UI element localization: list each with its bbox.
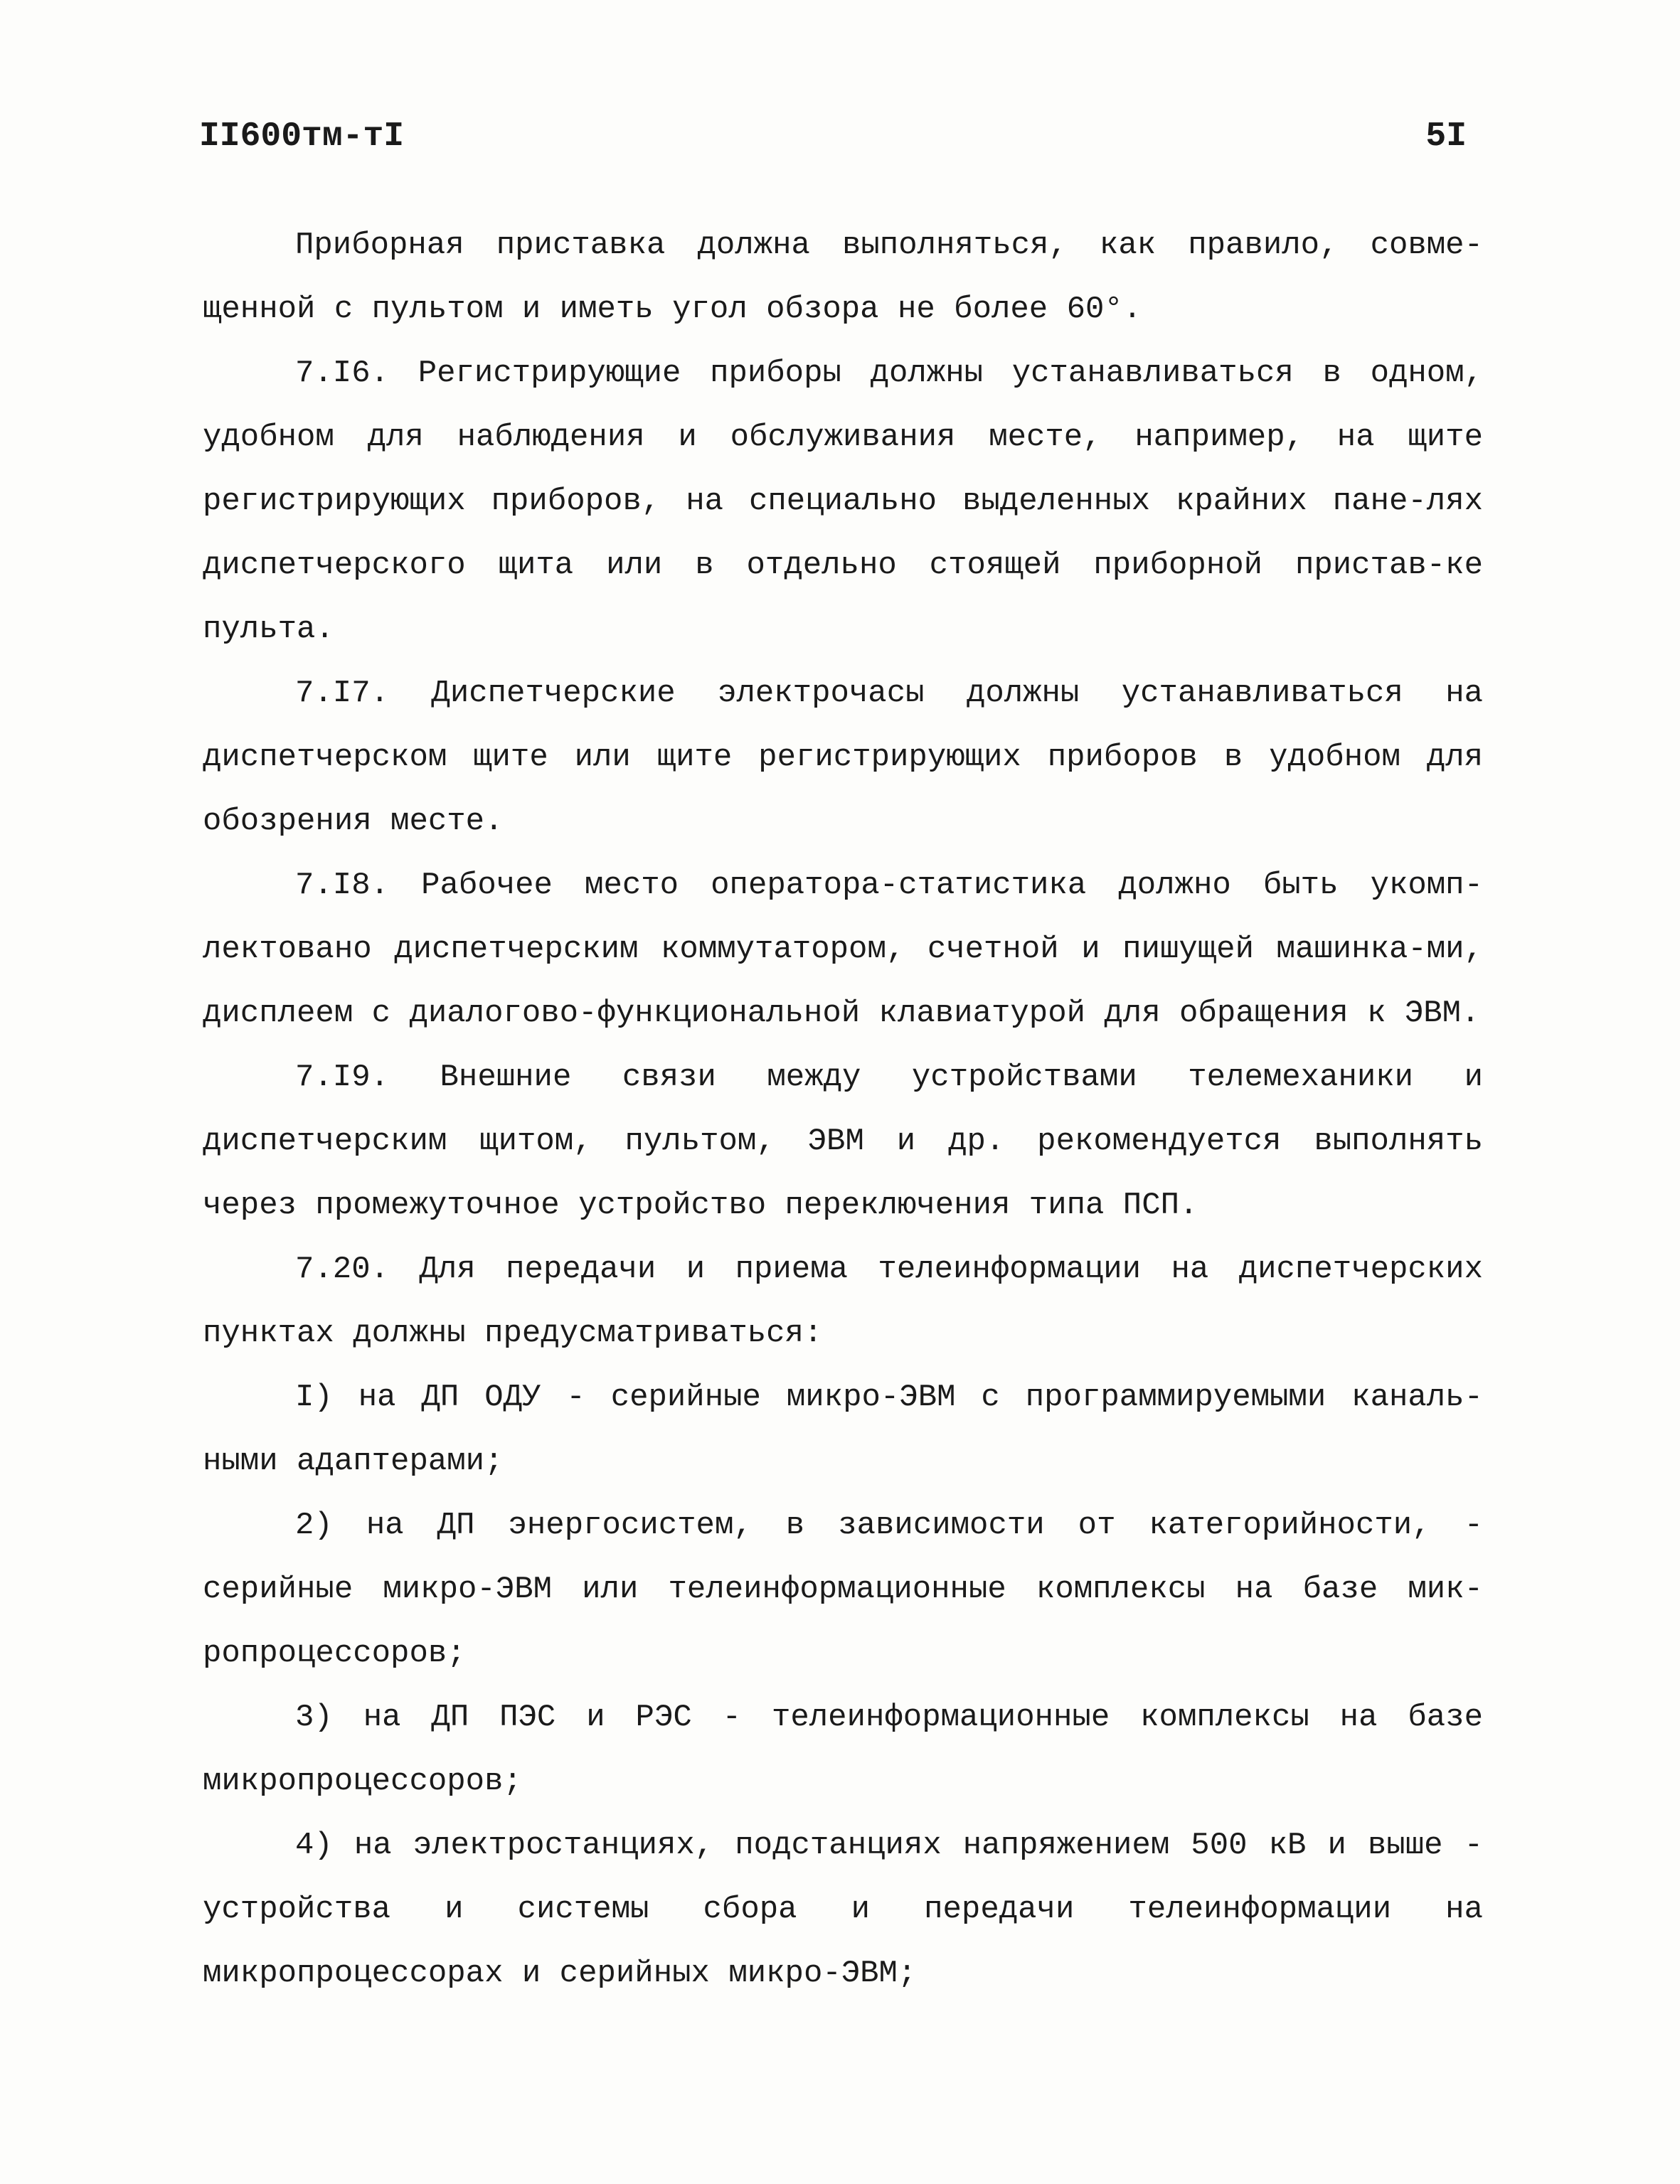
list-item-4: 4) на электростанциях, подстанциях напряжением 500 кВ и выше - устройства и системы сбора и передачи телеинформации на микропроцессорах и серийных микро-ЭВМ; [203, 1828, 1483, 1991]
list-item-3: 3) на ДП ПЭС и РЭС - телеинформационные комплексы на базе микропроцессоров; [203, 1700, 1483, 1799]
page-number: 5I [1425, 117, 1467, 156]
paragraph-7-16: 7.I6. Регистрирующие приборы должны устанавливаться в одном, удобном для наблюдения и обслуживания месте, например, на щите регистрирующих приборов, на специально выделенных крайних пане-лях диспетчерского щита или в отдельно стоящей приборной пристав-ке пульта. [203, 356, 1483, 647]
document-code: II600тм-тI [199, 117, 405, 156]
document-body [203, 213, 1483, 2005]
page-header [199, 117, 1467, 167]
paragraph-7-18: 7.I8. Рабочее место оператора-статистика должно быть укомп-лектовано диспетчерским коммутатором, счетной и пишущей машинка-ми, дисплеем с диалогово-функциональной клавиатурой для обращения к ЭВМ. [203, 868, 1483, 1031]
paragraph-instrument-attachment: Приборная приставка должна выполняться, как правило, совме-щенной с пультом и иметь угол обзора не более 60°. [203, 228, 1483, 327]
list-item-1: I) на ДП ОДУ - серийные микро-ЭВМ с программируемыми каналь-ными адаптерами; [203, 1380, 1483, 1479]
paragraph-7-19: 7.I9. Внешние связи между устройствами телемеханики и диспетчерским щитом, пультом, ЭВМ и др. рекомендуется выполнять через промежуточное устройство переключения типа ПСП. [203, 1060, 1483, 1223]
paragraph-7-20: 7.20. Для передачи и приема телеинформации на диспетчерских пунктах должны предусматриваться: [203, 1252, 1483, 1351]
paragraph-7-17: 7.I7. Диспетчерские электрочасы должны устанавливаться на диспетчерском щите или щите регистрирующих приборов в удобном для обозрения месте. [203, 676, 1483, 839]
list-item-2: 2) на ДП энергосистем, в зависимости от категорийности, - серийные микро-ЭВМ или телеинформационные комплексы на базе мик-ропроцессоров; [203, 1508, 1483, 1671]
